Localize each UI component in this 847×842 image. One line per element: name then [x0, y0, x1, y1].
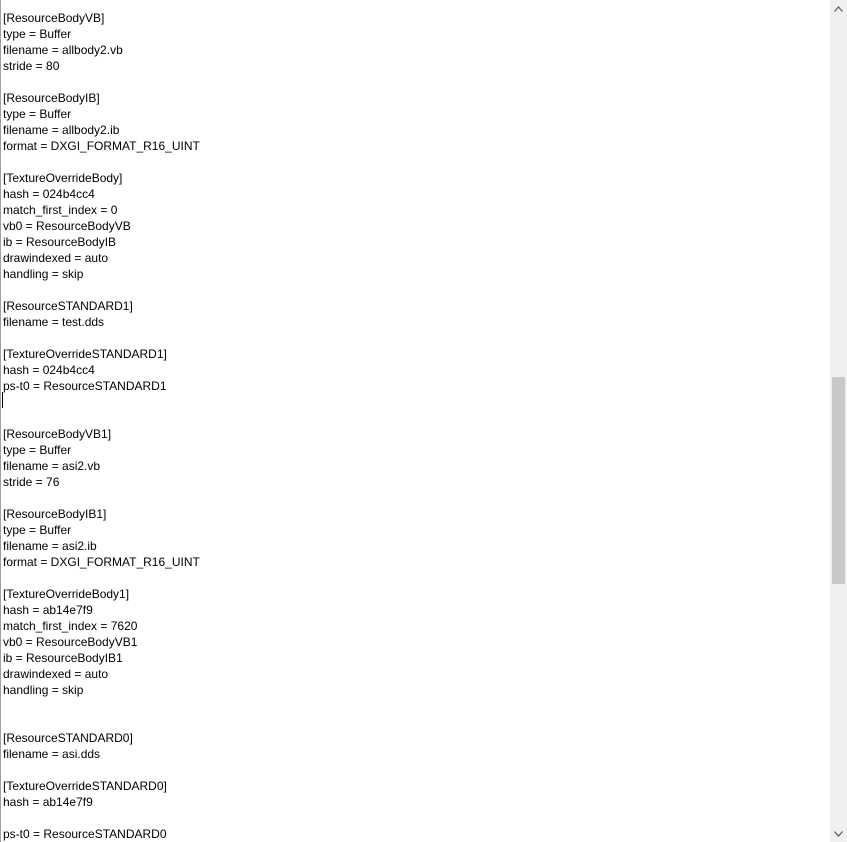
text-line: [TextureOverrideSTANDARD0] — [3, 779, 167, 793]
text-line: [ResourceSTANDARD0] — [3, 731, 133, 745]
text-line: type = Buffer — [3, 443, 72, 457]
text-line: filename = asi2.vb — [3, 459, 101, 473]
scroll-thumb[interactable] — [832, 377, 845, 584]
text-line: filename = allbody2.vb — [3, 43, 123, 57]
text-line: hash = 024b4cc4 — [3, 363, 95, 377]
text-line: filename = allbody2.ib — [3, 123, 120, 137]
text-line — [3, 410, 200, 426]
text-line: type = Buffer — [3, 27, 72, 41]
text-line — [3, 762, 200, 778]
text-line: [TextureOverrideSTANDARD1] — [3, 347, 167, 361]
text-line: ib = ResourceBodyIB1 — [3, 651, 123, 665]
text-line — [3, 282, 200, 298]
vertical-scrollbar[interactable] — [830, 0, 847, 842]
text-line: stride = 80 — [3, 59, 60, 73]
text-lines — [3, 10, 200, 842]
text-line — [3, 714, 200, 730]
text-line: hash = ab14e7f9 — [3, 795, 93, 809]
text-line: [ResourceBodyVB1] — [3, 427, 112, 441]
text-line: stride = 76 — [3, 475, 60, 489]
text-line: drawindexed = auto — [3, 667, 109, 681]
text-line — [3, 698, 200, 714]
text-line: filename = test.dds — [3, 315, 105, 329]
text-line: [TextureOverrideBody] — [3, 171, 123, 185]
text-line: vb0 = ResourceBodyVB1 — [3, 635, 138, 649]
text-line: filename = asi2.ib — [3, 539, 97, 553]
scroll-up-button[interactable] — [830, 0, 847, 17]
text-line: drawindexed = auto — [3, 251, 109, 265]
scroll-down-button[interactable] — [830, 825, 847, 842]
text-line: handling = skip — [3, 267, 84, 281]
text-line: type = Buffer — [3, 523, 72, 537]
text-line: ib = ResourceBodyIB — [3, 235, 117, 249]
text-line: ps-t0 = ResourceSTANDARD1 — [3, 379, 167, 393]
text-line — [3, 810, 200, 826]
chevron-down-icon — [834, 831, 843, 837]
text-line: type = Buffer — [3, 107, 72, 121]
text-line: [ResourceBodyVB] — [3, 11, 105, 25]
text-line: [ResourceBodyIB] — [3, 91, 100, 105]
text-line: match_first_index = 7620 — [3, 619, 138, 633]
text-line: [ResourceSTANDARD1] — [3, 299, 133, 313]
text-line — [3, 570, 200, 586]
text-line: [TextureOverrideBody1] — [3, 587, 130, 601]
text-line — [3, 154, 200, 170]
text-line: format = DXGI_FORMAT_R16_UINT — [3, 555, 200, 569]
text-line — [3, 490, 200, 506]
text-line: format = DXGI_FORMAT_R16_UINT — [3, 139, 200, 153]
text-line: hash = 024b4cc4 — [3, 187, 95, 201]
text-line: handling = skip — [3, 683, 84, 697]
text-line: filename = asi.dds — [3, 747, 101, 761]
text-line: [ResourceBodyIB1] — [3, 507, 107, 521]
text-line: vb0 = ResourceBodyVB — [3, 219, 131, 233]
text-line — [3, 394, 200, 410]
text-line: ps-t0 = ResourceSTANDARD0 — [3, 827, 167, 841]
text-line — [3, 330, 200, 346]
text-line: match_first_index = 0 — [3, 203, 118, 217]
text-line — [3, 74, 200, 90]
chevron-up-icon — [834, 6, 843, 12]
text-line: hash = ab14e7f9 — [3, 603, 93, 617]
text-caret — [2, 392, 3, 408]
